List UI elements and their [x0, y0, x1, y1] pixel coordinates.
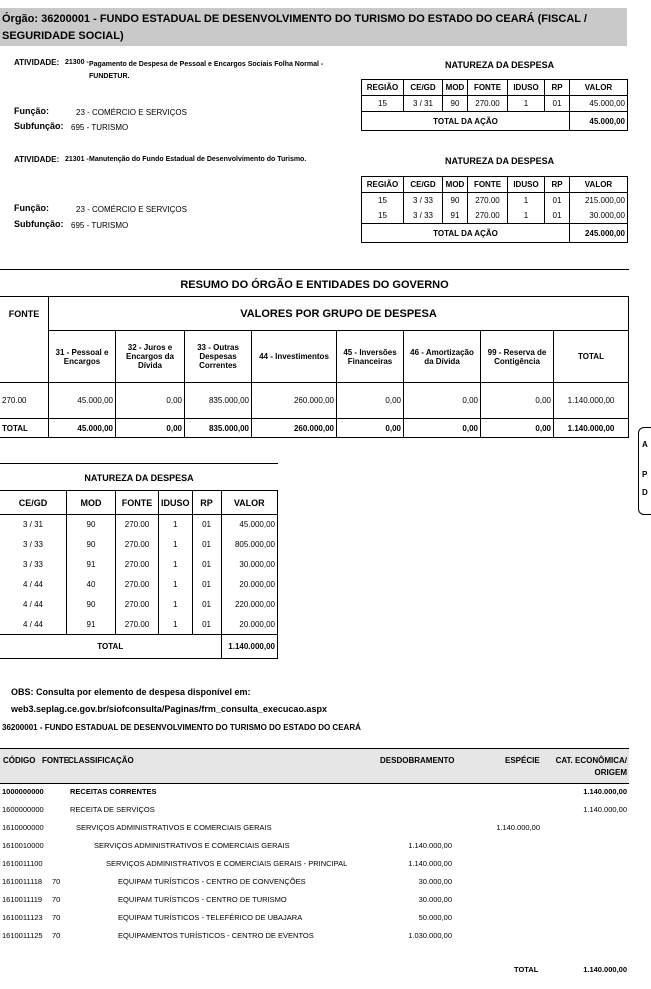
cell: 15 [362, 193, 404, 209]
col-header: 45 - Inversões Financeiras [337, 331, 404, 383]
table-row [362, 208, 628, 224]
funcao-value: 23 - COMÉRCIO E SERVIÇOS [76, 205, 187, 214]
classif-cat: 1.140.000,00 [583, 805, 627, 814]
fundo-title: 36200001 - FUNDO ESTADUAL DE DESENVOLVIMENTO DO TURISMO DO ESTADO DO CEARÁ [2, 723, 361, 732]
list-item [0, 873, 629, 891]
cell: 01 [192, 555, 221, 575]
cell: 45.000,00 [49, 383, 116, 419]
header-cat2: ORIGEM [594, 768, 627, 777]
classif-desc: EQUIPAM TURÍSTICOS - TELEFÉRICO DE UBAJARA [118, 913, 303, 922]
classif-codigo: 1610010000 [2, 841, 44, 850]
cell: 1 [159, 555, 193, 575]
classif-esp: 1.140.000,00 [496, 823, 540, 832]
table-row [0, 383, 629, 419]
resumo-table [0, 296, 629, 438]
classif-list [0, 783, 629, 945]
header-classificacao: CLASSIFICAÇÃO [68, 756, 134, 765]
section-divider [0, 463, 278, 464]
classif-codigo: 1610011123 [2, 913, 43, 922]
total-row [0, 419, 629, 438]
cell: 30.000,00 [221, 555, 277, 575]
atividade-code: 21300 - [65, 59, 89, 66]
cell: 835.000,00 [185, 383, 252, 419]
total-acao-label: TOTAL DA AÇÃO [362, 224, 570, 243]
list-item [0, 837, 629, 855]
cell: 215.000,00 [570, 193, 628, 209]
funcao-value: 23 - COMÉRCIO E SERVIÇOS [76, 108, 187, 117]
cell: 91 [67, 615, 116, 635]
cell: 270.00 [116, 615, 159, 635]
col-header: FONTE [116, 491, 159, 515]
list-item [0, 819, 629, 837]
cell: 15 [362, 96, 404, 112]
cell: 0,00 [337, 383, 404, 419]
table-row [362, 96, 628, 112]
funcao-label: Função: [14, 203, 49, 213]
cell: 835.000,00 [185, 419, 252, 438]
header-especie: ESPÉCIE [505, 756, 540, 765]
cell: 270.00 [468, 193, 508, 209]
cell: 4 / 44 [0, 595, 67, 615]
classif-desd: 1.030.000,00 [408, 931, 452, 940]
classif-desd: 1.140.000,00 [408, 841, 452, 850]
col-regiao: REGIÃO [362, 80, 404, 96]
cell: 270.00 [468, 208, 508, 224]
classif-codigo: 1610011119 [2, 895, 43, 904]
list-item [0, 927, 629, 945]
cell: 270.00 [116, 555, 159, 575]
subfuncao-label: Subfunção: [14, 121, 64, 131]
classif-codigo: 1610011100 [2, 859, 43, 868]
section-divider [0, 269, 629, 270]
cell: 4 / 44 [0, 575, 67, 595]
total-acao-value: 245.000,00 [570, 224, 628, 243]
side-tab [638, 427, 651, 515]
cell: 3 / 33 [0, 535, 67, 555]
col-header: 33 - Outras Despesas Correntes [185, 331, 252, 383]
header-cat1: CAT. ECONÔMICA/ [555, 756, 627, 765]
subfuncao-value: 695 - TURISMO [71, 123, 129, 132]
classif-codigo: 1600000000 [2, 805, 44, 814]
cell: 90 [443, 193, 468, 209]
col-iduso: IDUSO [508, 80, 545, 96]
classif-desc: SERVIÇOS ADMINISTRATIVOS E COMERCIAIS GERAIS [76, 823, 272, 832]
cell: 0,00 [404, 419, 481, 438]
cell: 45.000,00 [49, 419, 116, 438]
classif-desc: RECEITAS CORRENTES [70, 787, 157, 796]
col-valor: VALOR [570, 177, 628, 193]
cell: 1 [159, 515, 193, 535]
side-tab-char: P [642, 470, 648, 479]
orgao-title: Órgão: 36200001 - FUNDO ESTADUAL DE DESENVOLVIMENTO DO TURISMO DO ESTADO DO CEARÁ (FISCAL / SEGURIDADE SOCIAL) [2, 13, 587, 42]
cell: 1.140.000,00 [554, 419, 629, 438]
cell: 3 / 33 [0, 555, 67, 575]
cell: 01 [545, 96, 570, 112]
atividade-label: ATIVIDADE: [14, 58, 60, 67]
cell: 270.00 [116, 575, 159, 595]
side-tab-char: A [642, 440, 648, 449]
cell: 01 [545, 193, 570, 209]
cell: 805.000,00 [221, 535, 277, 555]
total-value: 1.140.000,00 [221, 635, 277, 659]
list-item [0, 855, 629, 873]
list-item [0, 909, 629, 927]
col-header: RP [192, 491, 221, 515]
cell: 0,00 [481, 383, 554, 419]
classif-fonte: 70 [52, 895, 61, 904]
cell: 260.000,00 [252, 419, 337, 438]
col-header: 31 - Pessoal e Encargos [49, 331, 116, 383]
obs-line2: web3.seplag.ce.gov.br/siofconsulta/Paginas/frm_consulta_execucao.aspx [11, 704, 327, 714]
col-cegd: CE/GD [404, 177, 443, 193]
total-label: TOTAL [0, 635, 221, 659]
col-rp: RP [545, 80, 570, 96]
cell: 01 [192, 575, 221, 595]
cell: 260.000,00 [252, 383, 337, 419]
cell: 90 [443, 96, 468, 112]
classif-fonte: 70 [52, 931, 61, 940]
cell: 1 [159, 535, 193, 555]
cell: 3 / 31 [404, 96, 443, 112]
cell: 220.000,00 [221, 595, 277, 615]
natureza-header: NATUREZA DA DESPESA [445, 156, 555, 166]
classif-total-value: 1.140.000,00 [583, 965, 627, 974]
classif-desd: 30.000,00 [418, 895, 452, 904]
table-row [0, 555, 278, 575]
cell: 90 [67, 535, 116, 555]
cell: 1 [159, 575, 193, 595]
classif-desd: 50.000,00 [418, 913, 452, 922]
cell: 1 [508, 96, 545, 112]
cell: 30.000,00 [570, 208, 628, 224]
cell: 15 [362, 208, 404, 224]
subfuncao-label: Subfunção: [14, 219, 64, 229]
fonte-header: FONTE [0, 297, 49, 383]
header-desdobramento: DESDOBRAMENTO [380, 756, 455, 765]
col-header: TOTAL [554, 331, 629, 383]
cell: 270.00 [116, 535, 159, 555]
natureza-table-1 [361, 79, 628, 131]
list-item [0, 801, 629, 819]
side-tab-char: D [642, 488, 648, 497]
cell: 90 [67, 515, 116, 535]
classif-fonte: 70 [52, 913, 61, 922]
cell: 3 / 33 [404, 193, 443, 209]
cell: 270.00 [116, 595, 159, 615]
cell: 270.00 [116, 515, 159, 535]
cell: 20.000,00 [221, 575, 277, 595]
classif-total-label: TOTAL [514, 965, 539, 974]
cell: 01 [192, 515, 221, 535]
col-iduso: IDUSO [508, 177, 545, 193]
cell: 0,00 [404, 383, 481, 419]
funcao-label: Função: [14, 106, 49, 116]
cell: 1 [159, 595, 193, 615]
header-codigo: CÓDIGO [3, 756, 36, 765]
classif-desd: 30.000,00 [418, 877, 452, 886]
atividade-desc: Pagamento de Despesa de Pessoal e Encargos Sociais Folha Normal - FUNDETUR. [89, 61, 324, 80]
natureza-resumo-table [0, 490, 278, 659]
classif-desc: RECEITA DE SERVIÇOS [70, 805, 155, 814]
cell: 1.140.000,00 [554, 383, 629, 419]
total-acao-label: TOTAL DA AÇÃO [362, 112, 570, 131]
col-header: VALOR [221, 491, 277, 515]
col-header: 32 - Juros e Encargos da Dívida [116, 331, 185, 383]
subfuncao-value: 695 - TURISMO [71, 221, 129, 230]
cell: 45.000,00 [221, 515, 277, 535]
cell: 91 [443, 208, 468, 224]
classif-codigo: 1000000000 [2, 787, 44, 796]
cell: 270.00 [468, 96, 508, 112]
classif-fonte: 70 [52, 877, 61, 886]
table-row [0, 515, 278, 535]
classif-desc: SERVIÇOS ADMINISTRATIVOS E COMERCIAIS GERAIS - PRINCIPAL [106, 859, 348, 868]
col-mod: MOD [443, 80, 468, 96]
total-acao-value: 45.000,00 [570, 112, 628, 131]
group-header: VALORES POR GRUPO DE DESPESA [49, 297, 629, 331]
atividade-desc: Manutenção do Fundo Estadual de Desenvolvimento do Turismo. [89, 156, 307, 163]
cell: 270.00 [0, 383, 49, 419]
classif-codigo: 1610011125 [2, 931, 43, 940]
cell: 01 [545, 208, 570, 224]
resumo-title: RESUMO DO ÓRGÃO E ENTIDADES DO GOVERNO [180, 279, 449, 291]
header-fonte: FONTE [42, 756, 70, 765]
cell: 20.000,00 [221, 615, 277, 635]
cell: TOTAL [0, 419, 49, 438]
cell: 0,00 [337, 419, 404, 438]
cell: 1 [508, 193, 545, 209]
cell: 45.000,00 [570, 96, 628, 112]
classif-desd: 1.140.000,00 [408, 859, 452, 868]
obs-line1: OBS: Consulta por elemento de despesa disponível em: [11, 687, 251, 697]
cell: 1 [159, 615, 193, 635]
cell: 1 [508, 208, 545, 224]
classif-codigo: 1610000000 [2, 823, 44, 832]
col-valor: VALOR [570, 80, 628, 96]
cell: 01 [192, 615, 221, 635]
col-rp: RP [545, 177, 570, 193]
cell: 91 [67, 555, 116, 575]
cell: 0,00 [481, 419, 554, 438]
col-header: 99 - Reserva de Contigência [481, 331, 554, 383]
cell: 3 / 33 [404, 208, 443, 224]
natureza-resumo-title: NATUREZA DA DESPESA [84, 473, 194, 483]
col-fonte: FONTE [468, 177, 508, 193]
natureza-header: NATUREZA DA DESPESA [445, 60, 555, 70]
cell: 01 [192, 595, 221, 615]
col-header: CE/GD [0, 491, 67, 515]
atividade-code: 21301 - [65, 156, 89, 163]
natureza-table-2 [361, 176, 628, 243]
col-header: MOD [67, 491, 116, 515]
table-row [0, 575, 278, 595]
list-item [0, 783, 629, 801]
cell: 01 [192, 535, 221, 555]
cell: 3 / 31 [0, 515, 67, 535]
col-fonte: FONTE [468, 80, 508, 96]
cell: 0,00 [116, 383, 185, 419]
table-row [0, 535, 278, 555]
classif-desc: EQUIPAMENTOS TURÍSTICOS - CENTRO DE EVENTOS [118, 931, 314, 940]
table-row [0, 595, 278, 615]
col-cegd: CE/GD [404, 80, 443, 96]
classif-header-band [0, 748, 629, 784]
atividade-label: ATIVIDADE: [14, 155, 60, 164]
col-header: 44 - Investimentos [252, 331, 337, 383]
col-header: 46 - Amortização da Dívida [404, 331, 481, 383]
col-header: IDUSO [159, 491, 193, 515]
classif-desc: EQUIPAM TURÍSTICOS - CENTRO DE CONVENÇÕES [118, 877, 306, 886]
cell: 4 / 44 [0, 615, 67, 635]
table-row [362, 193, 628, 209]
table-row [0, 615, 278, 635]
col-mod: MOD [443, 177, 468, 193]
classif-desc: EQUIPAM TURÍSTICOS - CENTRO DE TURISMO [118, 895, 287, 904]
classif-desc: SERVIÇOS ADMINISTRATIVOS E COMERCIAIS GERAIS [94, 841, 290, 850]
col-regiao: REGIÃO [362, 177, 404, 193]
cell: 40 [67, 575, 116, 595]
cell: 90 [67, 595, 116, 615]
list-item [0, 891, 629, 909]
classif-cat: 1.140.000,00 [583, 787, 627, 796]
cell: 0,00 [116, 419, 185, 438]
classif-codigo: 1610011118 [2, 877, 43, 886]
